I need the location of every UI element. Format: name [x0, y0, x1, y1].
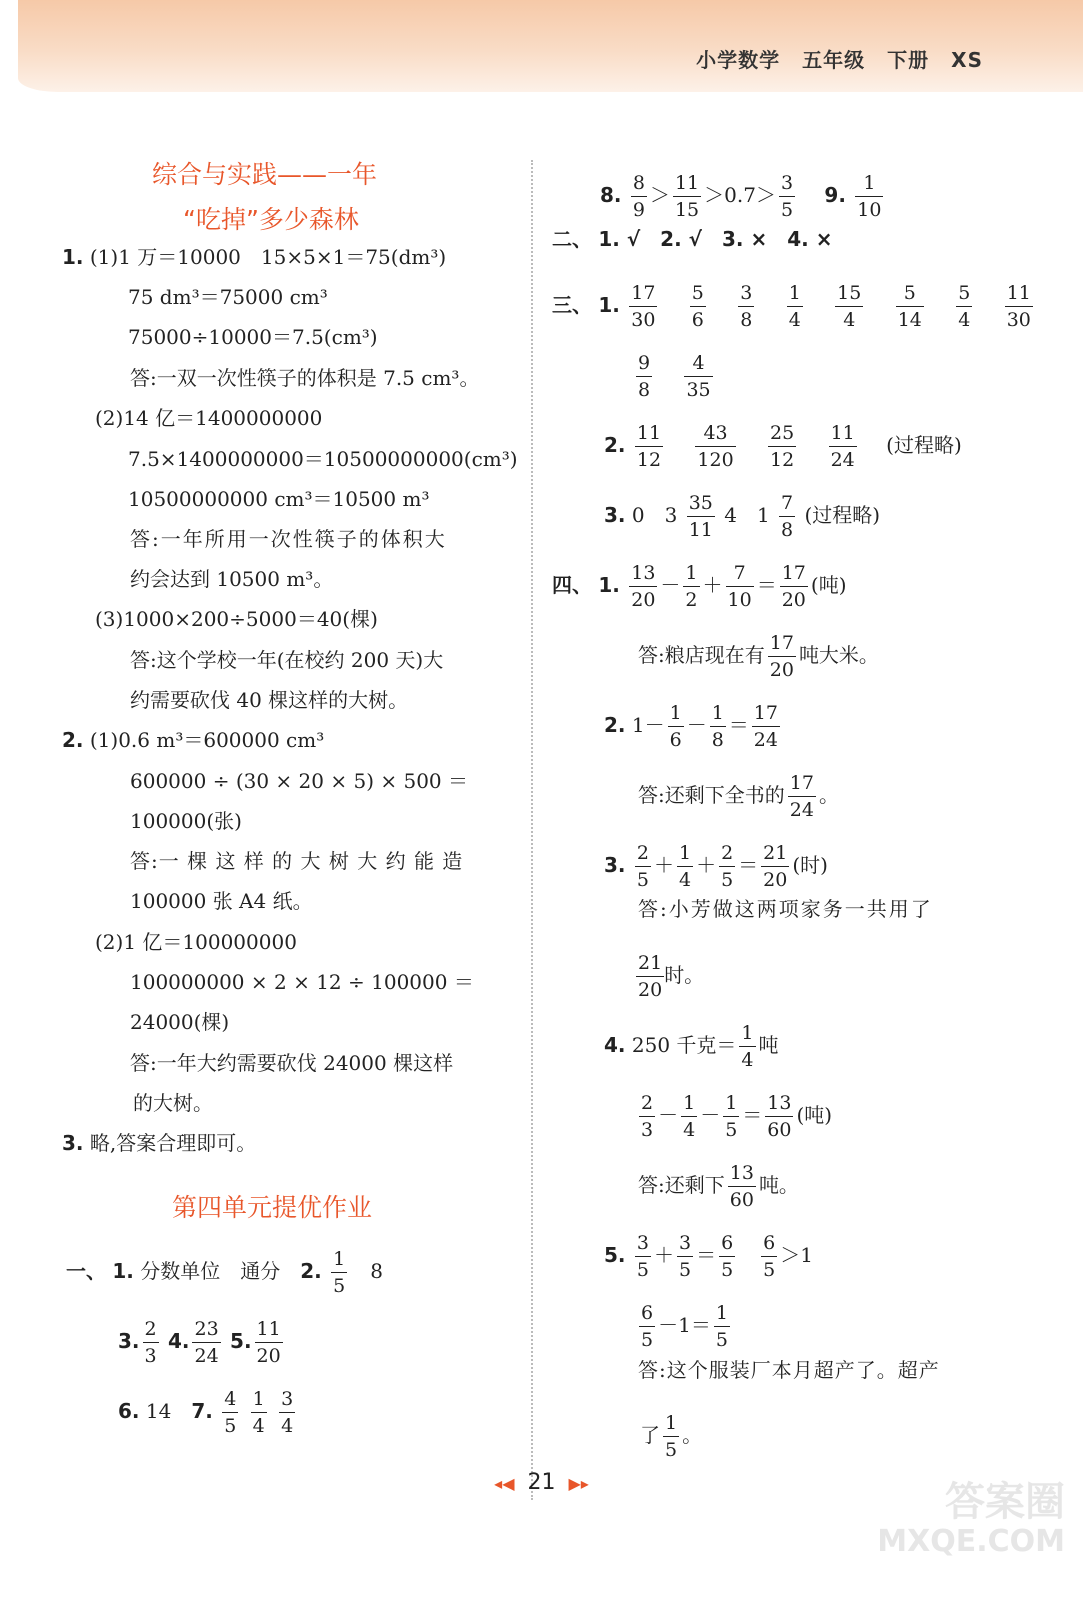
answer-line: 10500000000 cm³＝10500 m³	[128, 487, 430, 511]
fraction: $\frac{1}{6}$	[669, 702, 682, 751]
fraction: $\frac{11}{15}$	[674, 172, 700, 221]
answer-line: 75000÷10000＝7.5(cm³)	[128, 325, 378, 349]
answer-line: 3. $\frac{2}{3}$ 4. $\frac{23}{24}$ 5. $\frac{11}{20}$	[118, 1318, 281, 1367]
fraction: $\frac{5}{6}$	[691, 282, 704, 331]
answer-line: 3. 略,答案合理即可。	[62, 1131, 257, 1155]
fraction: $\frac{17}{24}$	[789, 772, 814, 821]
answer-line: 答:还剩下 $\frac{13}{60}$ 吨。	[638, 1162, 799, 1211]
fraction: $\frac{11}{30}$	[1006, 282, 1031, 331]
fraction: $\frac{1}{4}$	[678, 842, 692, 891]
answer-line: 3. 0 3 $\frac{35}{11}$ 4 1 $\frac{7}{8}$ (过程略)	[604, 492, 881, 541]
answer-line: 约需要砍伐 40 棵这样的大树。	[130, 688, 409, 712]
edition-label: XS	[951, 48, 983, 72]
answer-line: 答:一年大约需要砍伐 24000 棵这样	[130, 1051, 454, 1075]
fraction: $\frac{1}{5}$	[665, 1412, 678, 1461]
column-divider	[531, 160, 533, 1500]
fraction: $\frac{43}{120}$	[697, 422, 734, 471]
answer-line: 答:粮店现在有 $\frac{17}{20}$ 吨大米。	[638, 632, 879, 681]
answer-line: 100000000 × 2 × 12 ÷ 100000 ＝	[130, 970, 474, 994]
answer-line: 2. (1)0.6 m³＝600000 cm³	[62, 728, 325, 752]
answer-line: 了 $\frac{1}{5}$ 。	[640, 1412, 703, 1461]
fraction: $\frac{1}{5}$	[715, 1302, 728, 1351]
answer-line: 答:一 棵 这 样 的 大 树 大 约 能 造	[130, 849, 464, 873]
next-arrow-icon: ▶▸	[568, 1474, 589, 1493]
fraction: $\frac{2}{5}$	[636, 842, 649, 891]
fraction: $\frac{17}{30}$	[631, 282, 656, 331]
fraction: $\frac{5}{4}$	[958, 282, 971, 331]
subject-label: 小学数学	[696, 48, 781, 72]
answer-line: 的大树。	[133, 1091, 213, 1115]
answer-line: 1. (1)1 万＝10000 15×5×1＝75(dm³)	[62, 245, 447, 269]
answer-line: (2)14 亿＝1400000000	[95, 406, 323, 430]
fraction: $\frac{21}{20}$	[763, 842, 788, 891]
answer-line: 600000 ÷ (30 × 20 × 5) × 500 ＝	[130, 769, 468, 793]
fraction: $\frac{17}{20}$	[769, 632, 794, 681]
section-title: 综合与实践——一年	[152, 160, 378, 189]
fraction: $\frac{6}{5}$	[763, 1232, 776, 1281]
answer-line: 一、 1. 分数单位 通分 2. $\frac{1}{5}$ 8	[66, 1248, 383, 1297]
fraction: $\frac{5}{14}$	[897, 282, 922, 331]
answer-line: 答:小芳做这两项家务一共用了	[638, 897, 933, 921]
answer-line: 答:一双一次性筷子的体积是 7.5 cm³。	[130, 366, 480, 390]
answer-line: (3)1000×200÷5000＝40(棵)	[95, 607, 378, 631]
fraction: $\frac{3}{5}$	[678, 1232, 692, 1281]
answer-line	[633, 350, 716, 403]
answer-line: $\frac{6}{5}$ －1＝ $\frac{1}{5}$	[641, 1302, 728, 1351]
fraction: $\frac{6}{5}$	[641, 1302, 654, 1351]
answer-line: 约会达到 10500 m³。	[130, 567, 334, 591]
fraction: $\frac{7}{8}$	[781, 492, 794, 541]
fraction: $\frac{1}{10}$	[857, 172, 882, 221]
fraction: $\frac{1}{5}$	[333, 1248, 346, 1297]
answer-line: 8. $\frac{8}{9}$ ＞ $\frac{11}{15}$ ＞0.7＞ $\frac{3}{5}$ 9. $\frac{1}{10}$	[600, 172, 882, 221]
watermark: 答案圈 MXQE.COM	[877, 1479, 1065, 1559]
fraction: $\frac{35}{11}$	[688, 492, 713, 541]
fraction: $\frac{17}{24}$	[753, 702, 778, 751]
answer-line: 4. 250 千克＝ $\frac{1}{4}$ 吨	[604, 1022, 779, 1071]
answer-line: 24000(棵)	[130, 1010, 230, 1034]
answer-line: 三、 1. $\frac{17}{30}$ $\frac{5}{6}$ $\frac{3}{8}$ $\frac{1}{4}$ $\frac{15}{4}$ $\frac{5}{14}$ $\frac{5}{4}$ $\frac{11}{30}$	[552, 282, 1031, 331]
fraction: $\frac{2}{3}$	[144, 1318, 157, 1367]
answer-line: 答:这个学校一年(在校约 200 天)大	[130, 648, 444, 672]
fraction: $\frac{2}{3}$	[641, 1092, 654, 1141]
section-subtitle: “吃掉”多少森林	[183, 205, 359, 234]
fraction: $\frac{1}{2}$	[685, 562, 698, 611]
fraction: $\frac{7}{10}$	[727, 562, 752, 611]
fraction: $\frac{13}{20}$	[631, 562, 656, 611]
answer-line: 二、 1. √ 2. √ 3. × 4. ×	[552, 227, 833, 251]
answer-line: 2. $\frac{11}{12}$ $\frac{43}{120}$ $\frac{25}{12}$ $\frac{11}{24}$ (过程略)	[604, 422, 962, 471]
answer-line: 5. $\frac{3}{5}$ ＋ $\frac{3}{5}$ ＝ $\frac{6}{5}$ $\frac{6}{5}$ ＞1	[604, 1232, 813, 1281]
fraction: $\frac{3}{5}$	[636, 1232, 649, 1281]
fraction: $\frac{13}{60}$	[767, 1092, 792, 1141]
answer-line: 7.5×1400000000＝10500000000(cm³)	[128, 447, 518, 471]
fraction: $\frac{1}{4}$	[788, 282, 801, 331]
fraction: $\frac{1}{8}$	[711, 702, 724, 751]
fraction: $\frac{6}{5}$	[721, 1232, 734, 1281]
answer-line: 3. $\frac{2}{5}$ ＋ $\frac{1}{4}$ ＋ $\frac{2}{5}$ ＝ $\frac{21}{20}$ (时)	[604, 842, 828, 891]
fraction: $\frac{4}{5}$	[224, 1388, 237, 1437]
page-header	[674, 44, 983, 73]
answer-line: 答:这个服装厂本月超产了。超产	[638, 1358, 940, 1382]
answer-line: $\frac{21}{20}$ 时。	[638, 952, 705, 1001]
fraction: $\frac{11}{24}$	[830, 422, 855, 471]
fraction: $\frac{8}{9}$	[632, 172, 645, 221]
grade-label: 五年级	[802, 48, 866, 72]
fraction: $\frac{25}{12}$	[770, 422, 795, 471]
fraction: $\frac{13}{60}$	[729, 1162, 754, 1211]
fraction: $\frac{3}{4}$	[281, 1388, 294, 1437]
unit-title: 第四单元提优作业	[172, 1193, 373, 1222]
fraction: $\frac{3}{5}$	[780, 172, 794, 221]
volume-label: 下册	[887, 48, 930, 72]
answer-line: 答:一年所用一次性筷子的体积大	[130, 527, 447, 551]
fraction: $\frac{11}{20}$	[256, 1318, 281, 1367]
answer-line: (2)1 亿＝100000000	[95, 930, 297, 954]
fraction: $\frac{23}{24}$	[194, 1318, 219, 1367]
fraction: $\frac{9}{8}$	[638, 352, 651, 401]
answer-line: 100000(张)	[130, 809, 242, 833]
fraction: $\frac{15}{4}$	[837, 282, 862, 331]
answer-line: 75 dm³＝75000 cm³	[128, 285, 328, 309]
answer-line: 2. 1－ $\frac{1}{6}$ － $\frac{1}{8}$ ＝ $\frac{17}{24}$	[604, 702, 778, 751]
answer-line: 6. 14 7. $\frac{4}{5}$ $\frac{1}{4}$ $\frac{3}{4}$	[118, 1388, 294, 1437]
fraction: $\frac{1}{5}$	[725, 1092, 738, 1141]
answer-line: $\frac{2}{3}$ － $\frac{1}{4}$ － $\frac{1}{5}$ ＝ $\frac{13}{60}$ (吨)	[641, 1092, 833, 1141]
answer-line: 四、 1. $\frac{13}{20}$ － $\frac{1}{2}$ ＋ $\frac{7}{10}$ ＝ $\frac{17}{20}$ (吨)	[552, 562, 847, 611]
prev-arrow-icon: ◂◀	[494, 1474, 515, 1493]
fraction: $\frac{17}{20}$	[781, 562, 806, 611]
fraction: $\frac{1}{4}$	[683, 1092, 696, 1141]
page-number: 21	[527, 1470, 556, 1495]
fraction: $\frac{2}{5}$	[721, 842, 734, 891]
answer-line: 答:还剩下全书的 $\frac{17}{24}$ 。	[638, 772, 839, 821]
fraction: $\frac{21}{20}$	[638, 952, 663, 1001]
fraction: $\frac{3}{8}$	[740, 282, 753, 331]
fraction: $\frac{1}{4}$	[252, 1388, 265, 1437]
fraction: $\frac{1}{4}$	[741, 1022, 754, 1071]
fraction: $\frac{4}{35}$	[686, 352, 711, 401]
fraction: $\frac{11}{12}$	[636, 422, 662, 471]
answer-line: 100000 张 A4 纸。	[130, 889, 313, 913]
